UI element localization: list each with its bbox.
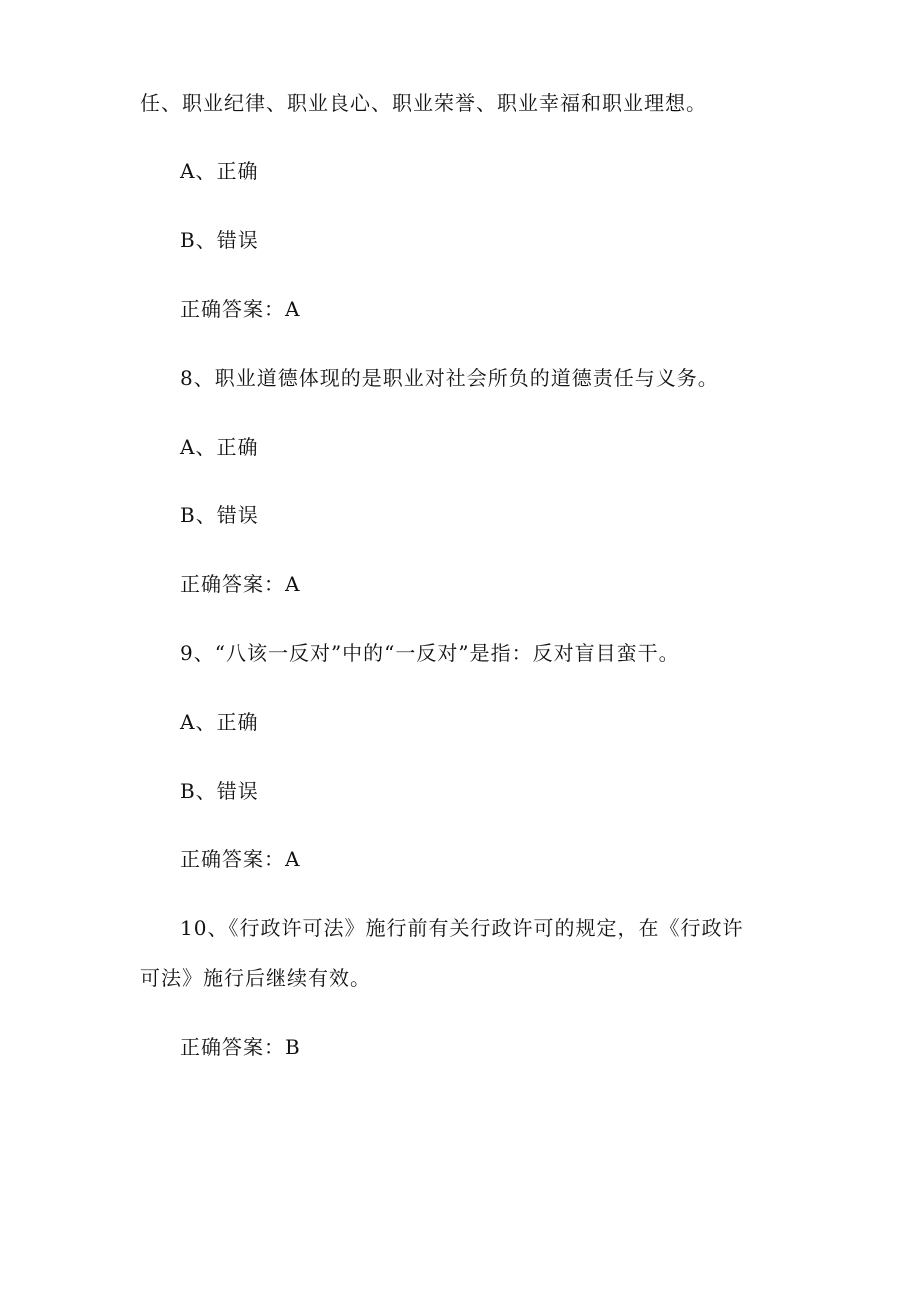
question-8-option-b: B、错误 <box>180 503 259 527</box>
question-9-answer: 正确答案：A <box>180 847 301 871</box>
question-9-option-b: B、错误 <box>180 779 259 803</box>
question-10-text-line-2: 可法》施行后继续有效。 <box>140 966 371 990</box>
question-10-text-line-1: 10、《行政许可法》施行前有关行政许可的规定，在《行政许 <box>180 916 744 940</box>
question-9-option-a: A、正确 <box>180 710 259 734</box>
question-8-text: 8、职业道德体现的是职业对社会所负的道德责任与义务。 <box>180 366 719 390</box>
question-9-text: 9、“八该一反对”中的“一反对”是指：反对盲目蛮干。 <box>180 641 680 665</box>
question-8-answer: 正确答案：A <box>180 572 301 596</box>
question-7-continuation: 任、职业纪律、职业良心、职业荣誉、职业幸福和职业理想。 <box>140 91 707 115</box>
question-7-option-a: A、正确 <box>180 159 259 183</box>
question-10-answer: 正确答案：B <box>180 1035 301 1059</box>
question-8-option-a: A、正确 <box>180 435 259 459</box>
question-7-option-b: B、错误 <box>180 228 259 252</box>
question-7-answer: 正确答案：A <box>180 297 301 321</box>
